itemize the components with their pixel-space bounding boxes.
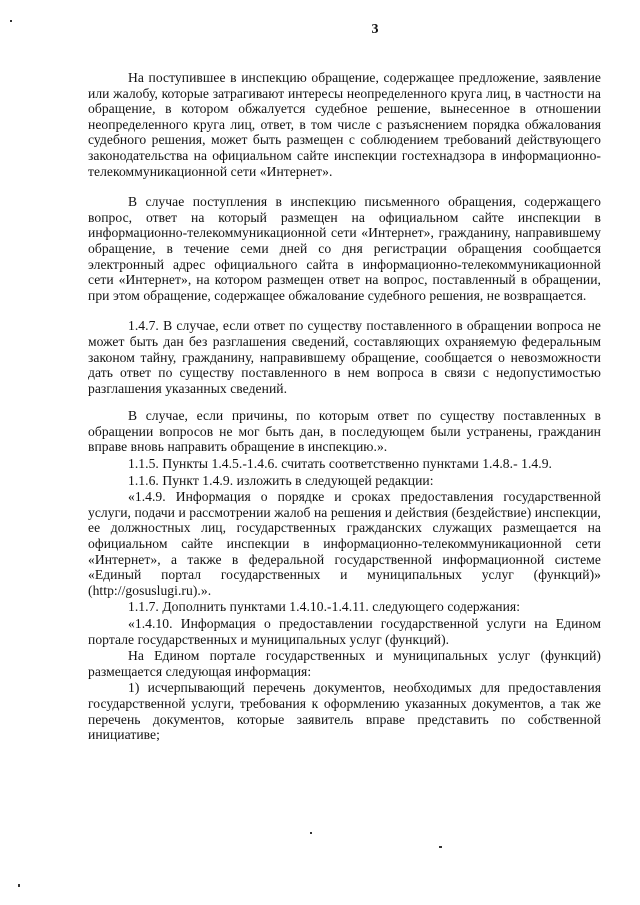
paragraph-1-1-6: 1.1.6. Пункт 1.4.9. изложить в следующей редакции: <box>128 472 434 488</box>
page-number: 3 <box>371 22 379 37</box>
document-body <box>88 70 601 743</box>
scan-speck <box>310 832 312 834</box>
paragraph-1-4-10: «1.4.10. Информация о предоставлении государственной услуги на Едином портале государственных и муниципальных услуг (функций). <box>88 616 601 647</box>
paragraph-1-1-7: 1.1.7. Дополнить пунктами 1.4.10.-1.4.11. следующего содержания: <box>128 599 521 615</box>
paragraph-1-4-7: 1.4.7. В случае, если ответ по существу поставленного в обращении вопроса не может быть дан без разглашения сведений, составляющих охраняемую федеральным законом тайну, гражданину, направившему обращение, сообщается о невозможности дать ответ по существу поставленного в нем вопроса в связи с недопустимостью разглашения указанных сведений. <box>88 318 601 396</box>
paragraph-publication-of-answers: На поступившее в инспекцию обращение, содержащее предложение, заявление или жалобу, которые затрагивают интересы неопределенного круга лиц, в частности на обращение, в котором обжалуется судебное решение, вынесенное в отношении неопределенного круга лиц, ответ, в том числе с разъяснением порядка обжалования судебного решения, может быть размещен с соблюдением требований действующего законодательства на официальном сайте инспекции гостехнадзора в информационно-телекоммуникационной сети «Интернет». <box>88 70 601 179</box>
paragraph-portal-info: На Едином портале государственных и муниципальных услуг (функций) размещается следующая информация: <box>88 648 601 679</box>
paragraph-1-1-5: 1.1.5. Пункты 1.4.5.-1.4.6. считать соответственно пунктами 1.4.8.- 1.4.9. <box>128 456 553 472</box>
paragraph-answer-posted-online: В случае поступления в инспекцию письменного обращения, содержащего вопрос, ответ на который размещен на официальном сайте инспекции в информационно-телекоммуникационной сети «Интернет», гражданину, направившему обращение, в течение семи дней со дня регистрации обращения сообщается электронный адрес официального сайта в информационно-телекоммуникационной сети «Интернет», на котором размещен ответ на вопрос, поставленный в обращении, при этом обращение, содержащее обжалование судебного решения, не возвращается. <box>88 194 601 303</box>
paragraph-resubmission: В случае, если причины, по которым ответ по существу поставленных в обращении вопросов не мог быть дан, в последующем были устранены, гражданин вправе вновь направить обращение в инспекцию.». <box>88 408 601 455</box>
paragraph-list-item-1: 1) исчерпывающий перечень документов, необходимых для предоставления государственной услуги, требования к оформлению указанных документов, а так же перечень документов, которые заявитель вправе представить по собственной инициативе; <box>88 680 601 743</box>
scan-speck <box>10 20 12 22</box>
scan-speck <box>18 884 20 887</box>
paragraph-1-4-9: «1.4.9. Информация о порядке и сроках предоставления государственной услуги, подачи и рассмотрении жалоб на решения и действия (бездействие) инспекции, ее должностных лиц, государственных гражданских служащих размещается на официальном сайте инспекции в информационно-телекоммуникационной сети «Интернет», а также в федеральной государственной информационной системе «Единый портал государственных и муниципальных услуг (функций)» (http://gosuslugi.ru).». <box>88 489 601 598</box>
scan-speck <box>439 846 442 848</box>
